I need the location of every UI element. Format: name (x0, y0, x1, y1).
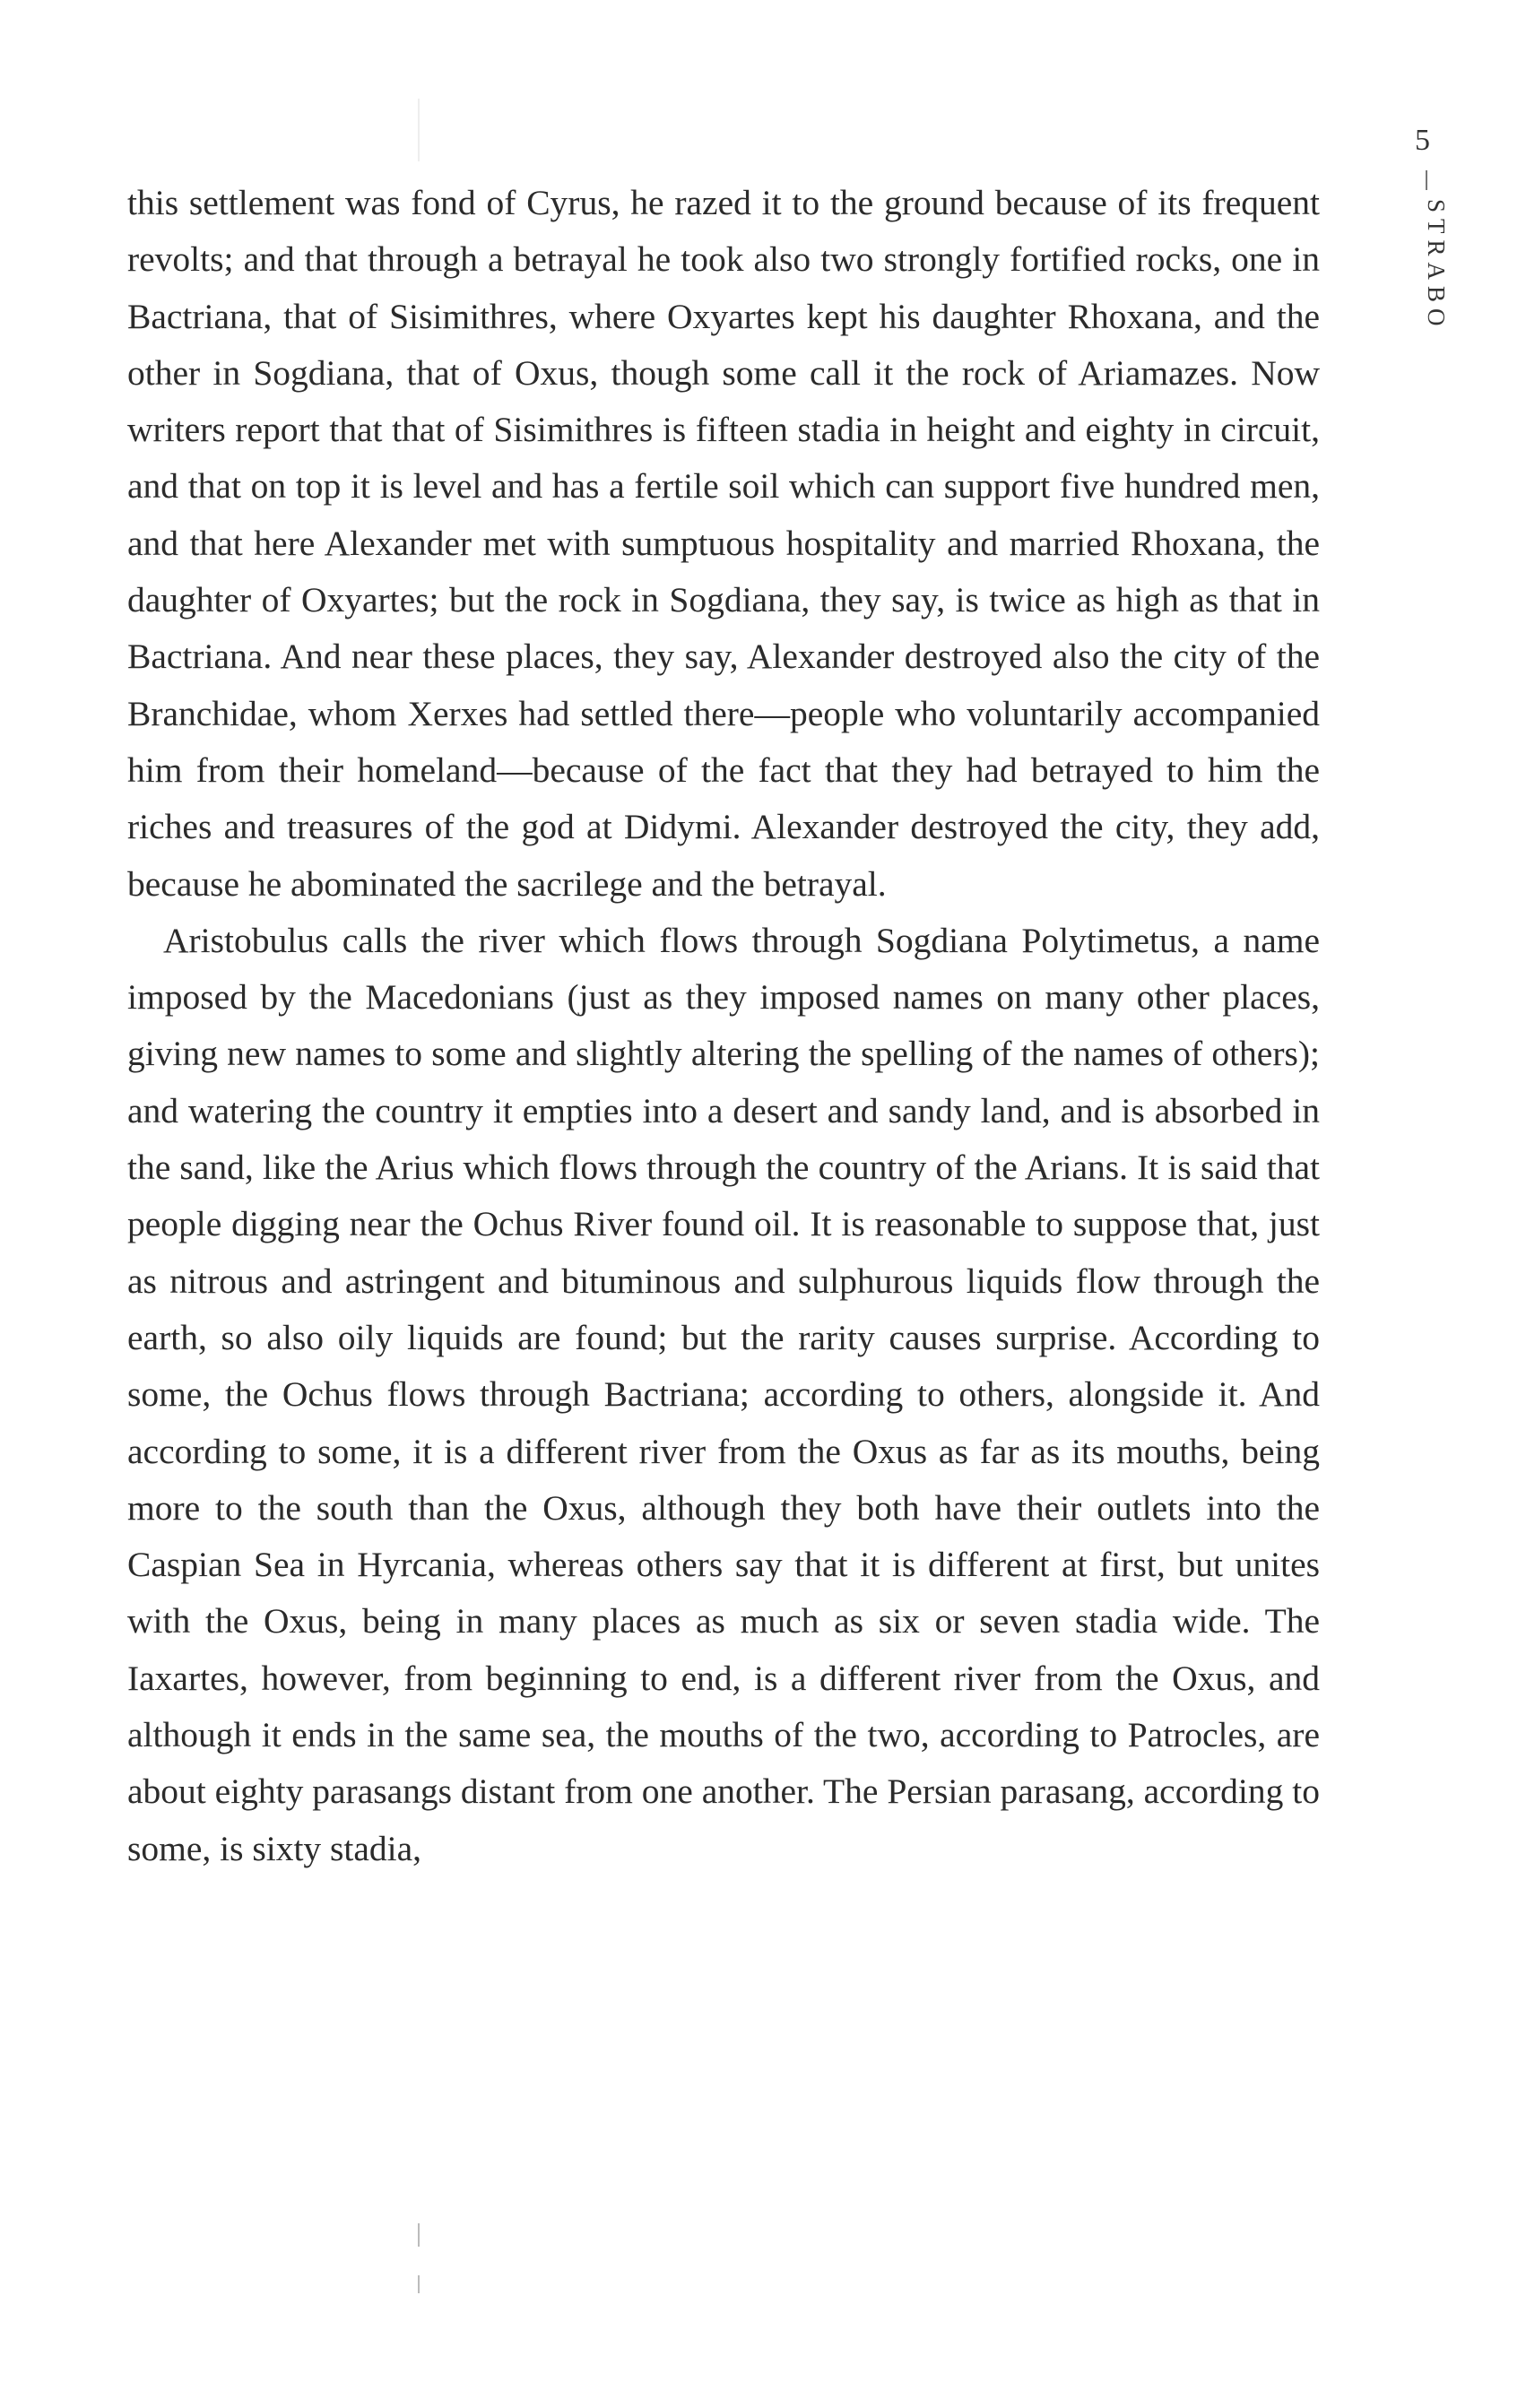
scan-binding-mark-top (418, 99, 420, 161)
body-text (127, 175, 1320, 1877)
scan-binding-mark-bottom (418, 2223, 420, 2247)
scan-binding-mark-bottom-lower (418, 2275, 420, 2293)
running-head: STRABO (1423, 199, 1450, 333)
paragraph-aristobulus: Aristobulus calls the river which flows through Sogdiana Polytimetus, a name imposed by the Macedonians (just as they imposed names on many other places, giving new names to some and slightly altering the spelling of the names of others); and watering the country it empties into a desert and sandy land, and is absorbed in the sand, like the Arius which flows through the country of the Arians. It is said that people digging near the Ochus River found oil. It is reasonable to suppose that, just as nitrous and astringent and bituminous and sulphurous liquids flow through the earth, so also oily liquids are found; but the rarity causes surprise. According to some, the Ochus flows through Bactriana; according to others, alongside it. And according to some, it is a different river from the Oxus as far as its mouths, being more to the south than the Oxus, although they both have their outlets into the Caspian Sea in Hyrcania, whereas others say that it is different at first, but unites with the Oxus, being in many places as much as six or seven stadia wide. The Iaxartes, however, from beginning to end, is a different river from the Oxus, and although it ends in the same sea, the mouths of the two, according to Patrocles, are about eighty parasangs distant from one another. The Persian parasang, according to some, is sixty stadia, (127, 920, 1320, 1868)
running-head-rule (1426, 170, 1427, 190)
paragraph-continued: this settlement was fond of Cyrus, he razed it to the ground because of its frequent revolts; and that through a betrayal he took also two strongly fortified rocks, one in Bactriana, that of Sisimithres, where Oxyartes kept his daughter Rhoxana, and the other in Sogdiana, that of Oxus, though some call it the rock of Ariamazes. Now writers report that that of Sisimithres is fifteen stadia in height and eighty in circuit, and that on top it is level and has a fertile soil which can support five hundred men, and that here Alexander met with sumptuous hospitality and married Rhoxana, the daughter of Oxyartes; but the rock in Sogdiana, they say, is twice as high as that in Bactriana. And near these places, they say, Alexander destroyed also the city of the Branchidae, whom Xerxes had settled there—people who voluntarily accompanied him from their homeland—because of the fact that they had betrayed to him the riches and treasures of the god at Didymi. Alexander destroyed the city, they add, because he abominated the sacrilege and the betrayal. (127, 183, 1320, 904)
page-number: 5 (1415, 124, 1430, 157)
